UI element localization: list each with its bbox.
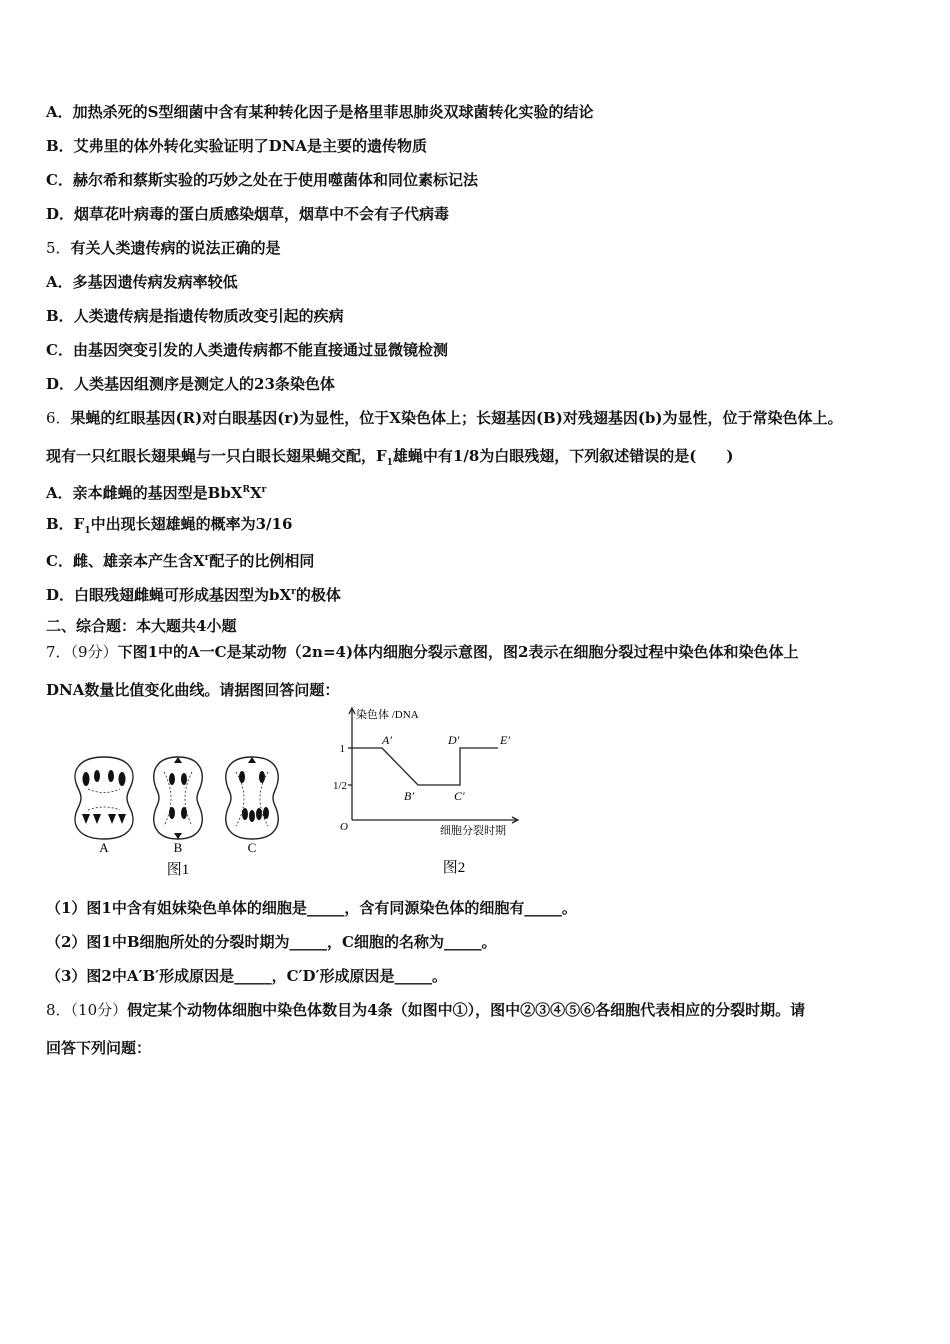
y-tick-half: 1/2 xyxy=(332,780,347,792)
q6-a-sup1: R xyxy=(242,485,250,495)
q5-stem xyxy=(46,238,281,258)
q8-number: 8． xyxy=(46,1001,71,1019)
q7-stem-line2: DNA数量比值变化曲线。请据图回答问题： xyxy=(46,681,340,699)
cell-label-b: B xyxy=(173,840,183,855)
figure-2-caption: 图2 xyxy=(442,860,466,876)
point-e: E′ xyxy=(500,733,510,747)
q6-stem1-text: 果蝇的红眼基因(R)对白眼基因(r)为显性，位于X染色体上；长翅基因(B)对残翅基因(b)为显性，位于常染色体上。 xyxy=(70,409,843,427)
q6-number: 6． xyxy=(46,409,71,427)
q6-c-text2: 配子的比例相同 xyxy=(209,552,315,570)
q6-d-text: D．白眼残翅雌蝇可形成基因型为bX xyxy=(46,586,292,604)
q6-a-sup2: r xyxy=(261,485,267,495)
q5-option-a: A．多基因遗传病发病率较低 xyxy=(46,273,238,291)
y-tick-1: 1 xyxy=(339,743,345,755)
q7-sub3: （3）图2中A′B′形成原因是_____，C′D′形成原因是_____。 xyxy=(46,967,447,985)
q8-stem-line1 xyxy=(46,1000,805,1020)
ratio-curve xyxy=(352,748,498,785)
q7-stem-line1 xyxy=(46,642,799,662)
point-c: C′ xyxy=(454,789,465,803)
q6-c-text: C．雌、雄亲本产生含X xyxy=(46,552,205,570)
q6-d-text2: 的极体 xyxy=(295,586,341,604)
q5-option-d: D．人类基因组测序是测定人的23条染色体 xyxy=(46,375,335,393)
figure-2-ratio-curve xyxy=(330,704,530,880)
q6-stem2-a: 现有一只红眼长翅果蝇与一只白眼长翅果蝇交配，F xyxy=(46,447,387,465)
q6-stem2-b: 雄蝇中有1/8为白眼残翅，下列叙述错误的是( ) xyxy=(392,447,734,465)
q5-option-b: B．人类遗传病是指遗传物质改变引起的疾病 xyxy=(46,307,344,325)
q7-sub2: （2）图1中B细胞所处的分裂时期为_____，C细胞的名称为_____。 xyxy=(46,933,497,951)
q6-option-a xyxy=(46,480,266,503)
cell-b xyxy=(154,757,202,839)
q4-option-b: B．艾弗里的体外转化实验证明了DNA是主要的遗传物质 xyxy=(46,137,428,155)
figure-1-cell-diagrams xyxy=(60,752,300,880)
q6-b-text: B．F xyxy=(46,515,85,533)
q7-sub1: （1）图1中含有姐妹染色单体的细胞是_____，含有同源染色体的细胞有_____。 xyxy=(46,899,577,917)
q6-d-sup: r xyxy=(291,587,296,597)
q8-points: （10分） xyxy=(70,1001,128,1019)
q4-option-c: C．赫尔希和蔡斯实验的巧妙之处在于使用噬菌体和同位素标记法 xyxy=(46,171,478,189)
q7-number: 7． xyxy=(46,643,71,661)
q6-stem2-sub: 1 xyxy=(386,458,393,468)
q8-stem-line2: 回答下列问题： xyxy=(46,1039,152,1057)
q7-stem1-text: 下图1中的A一C是某动物（2n=4)体内细胞分裂示意图，图2表示在细胞分裂过程中染色体和染色体上 xyxy=(117,643,799,661)
q5-option-c: C．由基因突变引发的人类遗传病都不能直接通过显微镜检测 xyxy=(46,341,448,359)
q6-b-sub: 1 xyxy=(84,526,91,536)
q6-c-sup: r xyxy=(204,553,210,563)
q6-a-text: A．亲本雌蝇的基因型是BbX xyxy=(46,484,243,502)
y-axis-label: 染色体 /DNA xyxy=(356,709,419,721)
q6-b-text2: 中出现长翅雄蝇的概率为3/16 xyxy=(90,515,293,533)
q6-option-d xyxy=(46,582,341,605)
q6-stem-line2 xyxy=(46,446,733,473)
q7-points: （9分） xyxy=(70,643,118,661)
q6-option-c xyxy=(46,548,314,571)
q8-stem1-text: 假定某个动物体细胞中染色体数目为4条（如图中①），图中②③④⑤⑥各细胞代表相应的分裂时期。请 xyxy=(127,1001,806,1019)
q4-option-a: A．加热杀死的S型细菌中含有某种转化因子是格里菲思肺炎双球菌转化实验的结论 xyxy=(46,103,594,121)
q6-a-text2: X xyxy=(249,484,262,502)
origin-label: O xyxy=(340,821,348,833)
q6-stem-line1 xyxy=(46,408,843,428)
point-d: D′ xyxy=(448,733,460,747)
point-a: A′ xyxy=(382,733,392,747)
cell-label-c: C xyxy=(247,840,257,855)
x-axis-label: 细胞分裂时期 xyxy=(440,825,506,837)
q5-number: 5． xyxy=(46,239,71,257)
figure-1-caption: 图1 xyxy=(166,862,190,878)
q5-stem-text: 有关人类遗传病的说法正确的是 xyxy=(70,239,281,257)
q4-option-d: D．烟草花叶病毒的蛋白质感染烟草，烟草中不会有子代病毒 xyxy=(46,205,450,223)
cell-label-a: A xyxy=(99,840,109,855)
q6-option-b xyxy=(46,514,292,541)
cell-c xyxy=(226,757,278,839)
point-b: B′ xyxy=(404,789,414,803)
section-heading: 二、综合题：本大题共4小题 xyxy=(46,617,237,635)
cell-a xyxy=(75,757,133,839)
